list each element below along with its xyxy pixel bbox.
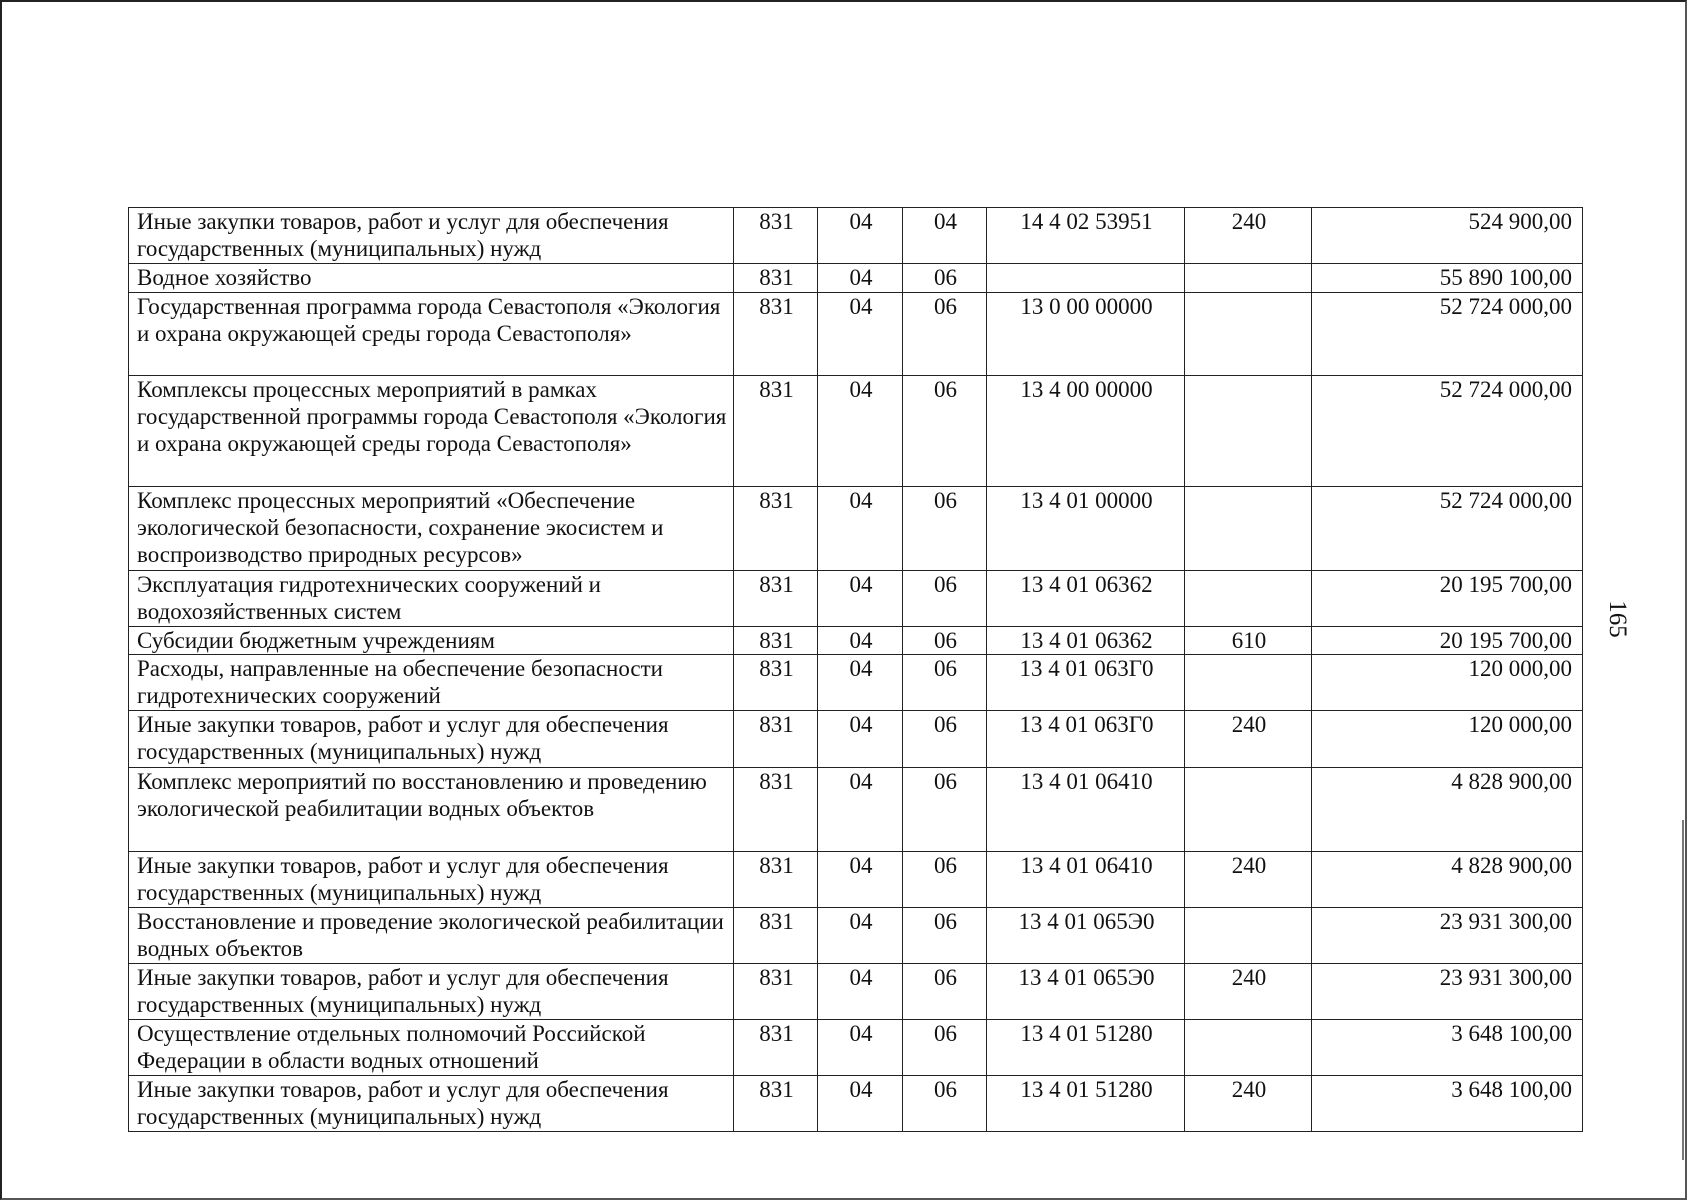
expense-type-code: 240 [1185, 1076, 1312, 1132]
amount: 4 828 900,00 [1312, 852, 1583, 908]
section-code: 04 [818, 908, 903, 964]
table-row [129, 376, 1583, 487]
target-article-code: 14 4 02 53951 [987, 208, 1185, 264]
subsection-code: 06 [903, 852, 987, 908]
expense-name: Комплекс мероприятий по восстановлению и проведению экологической реабилитации водных объектов [129, 768, 734, 852]
target-article-code: 13 4 01 00000 [987, 487, 1185, 571]
section-code: 04 [818, 711, 903, 768]
table-row [129, 768, 1583, 852]
expense-name: Восстановление и проведение экологической реабилитации водных объектов [129, 908, 734, 964]
section-code: 04 [818, 376, 903, 487]
section-code: 04 [818, 655, 903, 711]
expense-type-code: 240 [1185, 208, 1312, 264]
table-row [129, 487, 1583, 571]
amount: 524 900,00 [1312, 208, 1583, 264]
section-code: 04 [818, 571, 903, 627]
target-article-code: 13 4 01 06410 [987, 852, 1185, 908]
target-article-code: 13 4 00 00000 [987, 376, 1185, 487]
department-code: 831 [734, 208, 818, 264]
expense-type-code [1185, 376, 1312, 487]
expense-type-code: 240 [1185, 852, 1312, 908]
subsection-code: 06 [903, 264, 987, 293]
amount: 52 724 000,00 [1312, 487, 1583, 571]
subsection-code: 06 [903, 711, 987, 768]
expense-name: Комплекс процессных мероприятий «Обеспечение экологической безопасности, сохранение экосистем и воспроизводство природных ресурсов» [129, 487, 734, 571]
amount: 55 890 100,00 [1312, 264, 1583, 293]
department-code: 831 [734, 1020, 818, 1076]
section-code: 04 [818, 293, 903, 376]
subsection-code: 06 [903, 1020, 987, 1076]
expense-name: Иные закупки товаров, работ и услуг для обеспечения государственных (муниципальных) нужд [129, 1076, 734, 1132]
page-number: 165 [1603, 600, 1631, 638]
subsection-code: 06 [903, 768, 987, 852]
target-article-code: 13 4 01 063Г0 [987, 655, 1185, 711]
amount: 52 724 000,00 [1312, 293, 1583, 376]
expense-name: Иные закупки товаров, работ и услуг для обеспечения государственных (муниципальных) нужд [129, 711, 734, 768]
section-code: 04 [818, 208, 903, 264]
amount: 20 195 700,00 [1312, 571, 1583, 627]
amount: 3 648 100,00 [1312, 1020, 1583, 1076]
table-row [129, 964, 1583, 1020]
subsection-code: 06 [903, 627, 987, 655]
department-code: 831 [734, 571, 818, 627]
expense-name: Комплексы процессных мероприятий в рамках государственной программы города Севастополя «Экология и охрана окружающей среды города Севастополя» [129, 376, 734, 487]
subsection-code: 06 [903, 964, 987, 1020]
department-code: 831 [734, 655, 818, 711]
section-code: 04 [818, 627, 903, 655]
expense-type-code: 240 [1185, 711, 1312, 768]
section-code: 04 [818, 264, 903, 293]
amount: 4 828 900,00 [1312, 768, 1583, 852]
amount: 23 931 300,00 [1312, 908, 1583, 964]
target-article-code: 13 4 01 06362 [987, 571, 1185, 627]
table-row [129, 208, 1583, 264]
budget-table [128, 207, 1583, 1132]
table-row [129, 293, 1583, 376]
expense-name: Иные закупки товаров, работ и услуг для обеспечения государственных (муниципальных) нужд [129, 964, 734, 1020]
target-article-code: 13 4 01 065Э0 [987, 964, 1185, 1020]
department-code: 831 [734, 293, 818, 376]
expense-name: Эксплуатация гидротехнических сооружений и водохозяйственных систем [129, 571, 734, 627]
expense-type-code [1185, 264, 1312, 293]
expense-type-code [1185, 487, 1312, 571]
expense-name: Субсидии бюджетным учреждениям [129, 627, 734, 655]
expense-name: Иные закупки товаров, работ и услуг для обеспечения государственных (муниципальных) нужд [129, 852, 734, 908]
expense-type-code [1185, 768, 1312, 852]
subsection-code: 06 [903, 908, 987, 964]
department-code: 831 [734, 487, 818, 571]
table-row [129, 571, 1583, 627]
department-code: 831 [734, 768, 818, 852]
subsection-code: 06 [903, 487, 987, 571]
subsection-code: 04 [903, 208, 987, 264]
amount: 52 724 000,00 [1312, 376, 1583, 487]
department-code: 831 [734, 908, 818, 964]
target-article-code: 13 0 00 00000 [987, 293, 1185, 376]
expense-type-code [1185, 1020, 1312, 1076]
section-code: 04 [818, 852, 903, 908]
expense-name: Иные закупки товаров, работ и услуг для обеспечения государственных (муниципальных) нужд [129, 208, 734, 264]
target-article-code [987, 264, 1185, 293]
target-article-code: 13 4 01 51280 [987, 1076, 1185, 1132]
amount: 20 195 700,00 [1312, 627, 1583, 655]
department-code: 831 [734, 627, 818, 655]
expense-type-code [1185, 571, 1312, 627]
table-row [129, 264, 1583, 293]
expense-type-code [1185, 908, 1312, 964]
table-row [129, 1020, 1583, 1076]
section-code: 04 [818, 1020, 903, 1076]
target-article-code: 13 4 01 06410 [987, 768, 1185, 852]
department-code: 831 [734, 264, 818, 293]
department-code: 831 [734, 1076, 818, 1132]
expense-name: Осуществление отдельных полномочий Российской Федерации в области водных отношений [129, 1020, 734, 1076]
department-code: 831 [734, 964, 818, 1020]
target-article-code: 13 4 01 063Г0 [987, 711, 1185, 768]
table-row [129, 1076, 1583, 1132]
amount: 23 931 300,00 [1312, 964, 1583, 1020]
table-row [129, 655, 1583, 711]
expense-type-code [1185, 293, 1312, 376]
subsection-code: 06 [903, 571, 987, 627]
section-code: 04 [818, 768, 903, 852]
department-code: 831 [734, 376, 818, 487]
subsection-code: 06 [903, 293, 987, 376]
table-row [129, 908, 1583, 964]
section-code: 04 [818, 487, 903, 571]
amount: 3 648 100,00 [1312, 1076, 1583, 1132]
subsection-code: 06 [903, 1076, 987, 1132]
section-code: 04 [818, 964, 903, 1020]
table-row [129, 852, 1583, 908]
scan-edge-mark [1682, 820, 1684, 1160]
expense-name: Водное хозяйство [129, 264, 734, 293]
expense-type-code: 610 [1185, 627, 1312, 655]
table-row [129, 627, 1583, 655]
expense-type-code: 240 [1185, 964, 1312, 1020]
expense-name: Расходы, направленные на обеспечение безопасности гидротехнических сооружений [129, 655, 734, 711]
expense-name: Государственная программа города Севастополя «Экология и охрана окружающей среды города Севастополя» [129, 293, 734, 376]
target-article-code: 13 4 01 06362 [987, 627, 1185, 655]
subsection-code: 06 [903, 376, 987, 487]
table-row [129, 711, 1583, 768]
section-code: 04 [818, 1076, 903, 1132]
target-article-code: 13 4 01 51280 [987, 1020, 1185, 1076]
amount: 120 000,00 [1312, 711, 1583, 768]
subsection-code: 06 [903, 655, 987, 711]
department-code: 831 [734, 711, 818, 768]
budget-table-body [129, 208, 1583, 1132]
expense-type-code [1185, 655, 1312, 711]
target-article-code: 13 4 01 065Э0 [987, 908, 1185, 964]
amount: 120 000,00 [1312, 655, 1583, 711]
department-code: 831 [734, 852, 818, 908]
